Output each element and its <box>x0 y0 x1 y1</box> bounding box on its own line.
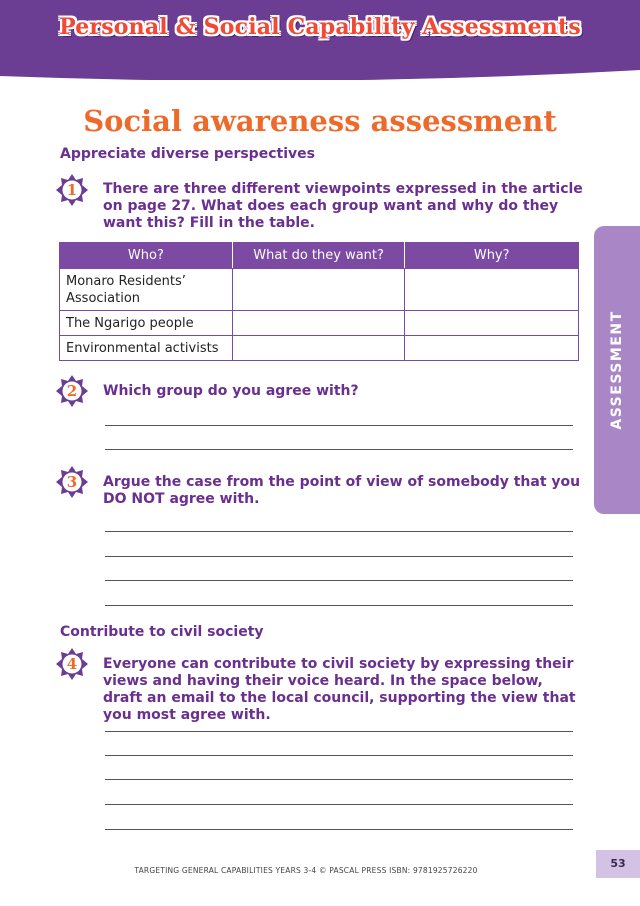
answer-line[interactable] <box>105 425 573 426</box>
viewpoints-table <box>59 242 579 361</box>
table-cell-why[interactable] <box>405 269 579 311</box>
question-number: 4 <box>66 655 78 673</box>
table-cell-why[interactable] <box>405 311 579 336</box>
table-cell-why[interactable] <box>405 336 579 361</box>
answer-line[interactable] <box>105 829 573 830</box>
banner-background <box>0 0 640 80</box>
question-text: Which group do you agree with? <box>103 383 359 399</box>
question-number: 3 <box>66 473 78 491</box>
answer-line[interactable] <box>105 580 573 581</box>
question-number: 1 <box>66 181 78 199</box>
table-header-want: What do they want? <box>232 243 405 269</box>
section-heading-civil-society: Contribute to civil society <box>60 624 264 640</box>
question-text: Argue the case from the point of view of somebody that you DO NOT agree with. <box>103 474 581 507</box>
question-number-badge <box>55 647 89 681</box>
table-header-who: Who? <box>60 243 233 269</box>
answer-line[interactable] <box>105 605 573 606</box>
header-banner <box>0 0 640 80</box>
answer-line[interactable] <box>105 556 573 557</box>
question-number-badge <box>55 173 89 207</box>
side-tab-label: ASSESSMENT <box>609 310 625 430</box>
answer-line[interactable] <box>105 755 573 756</box>
table-header-why: Why? <box>405 243 579 269</box>
question-number: 2 <box>66 382 78 400</box>
question-number-badge <box>55 465 89 499</box>
answer-line[interactable] <box>105 779 573 780</box>
table-row <box>60 311 579 336</box>
table-cell-want[interactable] <box>232 269 405 311</box>
question-text: Everyone can contribute to civil society by expressing their views and having their voice heard. In the space below, draft an email to the local council, supporting the view that you most agree with. <box>103 656 576 723</box>
table-header-row <box>60 243 579 269</box>
answer-line[interactable] <box>105 804 573 805</box>
answer-line[interactable] <box>105 531 573 532</box>
section-heading-perspectives: Appreciate diverse perspectives <box>60 146 315 162</box>
banner-title: Personal & Social Capability Assessments <box>59 14 581 40</box>
question-text: There are three different viewpoints expressed in the article on page 27. What does each group want and why do they want this? Fill in the table. <box>103 181 583 231</box>
question-number-badge <box>55 374 89 408</box>
table-row <box>60 336 579 361</box>
assessment-side-tab <box>594 226 640 514</box>
table-cell-who: Monaro Residents’ Association <box>60 269 233 311</box>
footer-credit: TARGETING GENERAL CAPABILITIES YEARS 3-4 © PASCAL PRESS ISBN: 9781925726220 <box>134 866 478 875</box>
page-number: 53 <box>596 850 640 878</box>
table-cell-who: The Ngarigo people <box>60 311 233 336</box>
table-cell-want[interactable] <box>232 311 405 336</box>
table-row <box>60 269 579 311</box>
answer-line[interactable] <box>105 449 573 450</box>
table-cell-want[interactable] <box>232 336 405 361</box>
answer-line[interactable] <box>105 731 573 732</box>
page-title: Social awareness assessment <box>83 104 557 138</box>
table-cell-who: Environmental activists <box>60 336 233 361</box>
